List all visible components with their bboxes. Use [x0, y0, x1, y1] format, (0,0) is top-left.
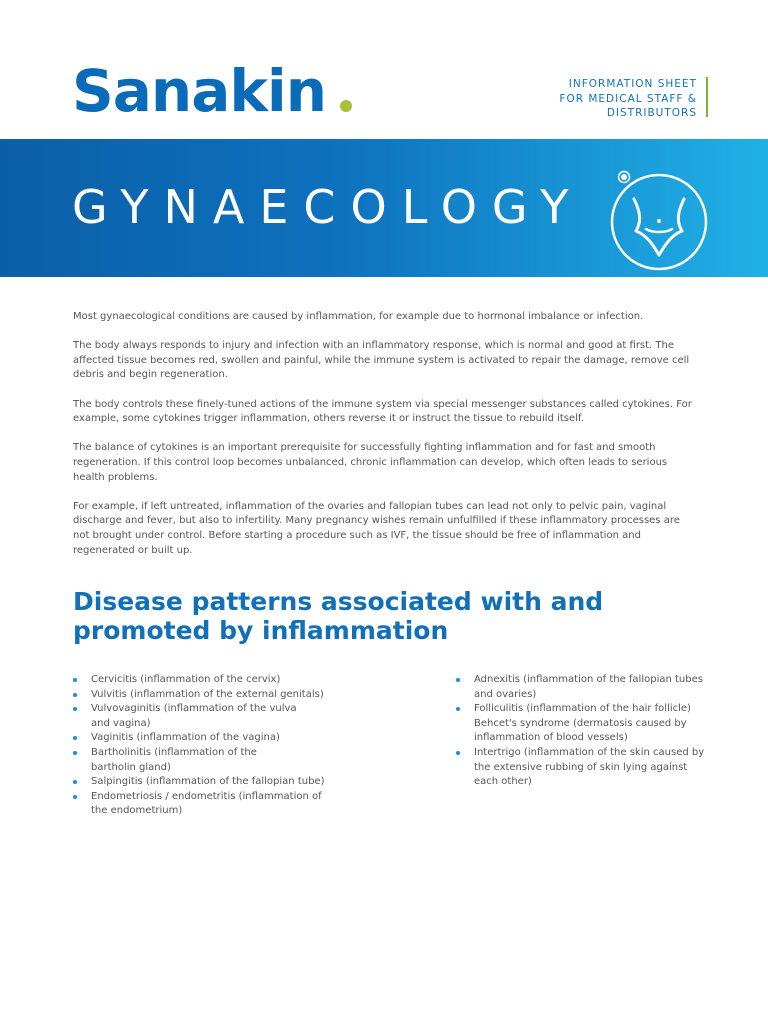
- list-item-text: Vaginitis (inflammation of the vagina): [91, 732, 280, 744]
- paragraph: The balance of cytokines is an important prerequisite for successfully fighting inflammation and for fast and smooth regeneration. If this control loop becomes unbalanced, chronic inflammation can develop, which often leads to serious health problems.: [73, 442, 668, 483]
- info-line: INFORMATION SHEET: [568, 78, 697, 90]
- list-item-text: Folliculitis (inflammation of the hair follicle): [474, 703, 691, 715]
- banner: [0, 139, 768, 277]
- bullet-list: [73, 673, 353, 819]
- info-line: DISTRIBUTORS: [606, 107, 697, 119]
- bullet-icon: [456, 707, 460, 711]
- list-item-text: Intertrigo (inflammation of the skin caused by: [474, 746, 705, 758]
- list-item-text: the endometrium): [91, 805, 183, 817]
- list-item-text: Endometriosis / endometritis (inflammation of: [91, 790, 322, 802]
- list-item: [456, 702, 716, 746]
- bullet-icon: [73, 780, 77, 784]
- list-item-text: Bartholinitis (inflammation of the: [91, 746, 257, 758]
- bullet-icon: [73, 693, 77, 697]
- info-divider: [706, 77, 708, 117]
- bullet-icon: [73, 678, 77, 682]
- list-item-text: the extensive rubbing of skin lying against: [474, 761, 688, 773]
- list-item: [456, 746, 716, 790]
- list-item-text: Salpingitis (inflammation of the fallopian tube): [91, 776, 325, 788]
- list-item-text: inflammation of blood vessels): [474, 732, 628, 744]
- list-item: [73, 790, 353, 819]
- bullet-icon: [456, 751, 460, 755]
- list-item: [73, 731, 353, 746]
- heading-line: promoted by inflammation: [73, 616, 449, 645]
- info-sheet-label: [559, 77, 697, 121]
- page-title: GYNAECOLOGY: [72, 180, 584, 234]
- disease-list-left: [73, 673, 353, 819]
- logo: Sanakin: [72, 57, 327, 125]
- list-item-text: Behcet's syndrome (dermatosis caused by: [474, 717, 687, 729]
- logo-dot: [340, 100, 352, 112]
- intro-text: [73, 310, 697, 573]
- header: [0, 0, 768, 139]
- bullet-list: [456, 673, 716, 790]
- list-item-text: bartholin gland): [91, 761, 171, 773]
- list-item-text: Vulvitis (inflammation of the external genitals): [91, 688, 324, 700]
- heading-line: Disease patterns associated with and: [73, 587, 604, 616]
- list-item: [73, 673, 353, 688]
- list-item-text: each other): [474, 776, 532, 788]
- pelvis-icon: [606, 169, 712, 275]
- list-item-text: and vagina): [91, 717, 151, 729]
- list-item: [73, 775, 353, 790]
- paragraph: For example, if left untreated, inflammation of the ovaries and fallopian tubes can lead not only to pelvic pain, vaginal discharge and fever, but also to infertility. Many pregnancy wishes remain unfulfilled if these inflammatory processes are not brought under control. Before starting a procedure such as IVF, the tissue should be free of inflammation and regenerated or built up.: [73, 500, 680, 556]
- paragraph: Most gynaecological conditions are caused by inflammation, for example due to hormonal imbalance or infection.: [73, 311, 644, 322]
- list-item: [73, 746, 353, 775]
- list-item: [456, 673, 716, 702]
- list-item-text: and ovaries): [474, 688, 537, 700]
- list-item-text: Adnexitis (inflammation of the fallopian tubes: [474, 674, 703, 685]
- bullet-icon: [73, 736, 77, 740]
- list-item: [73, 702, 353, 731]
- info-line: FOR MEDICAL STAFF &: [559, 92, 697, 105]
- bullet-icon: [73, 751, 77, 755]
- section-heading: [73, 587, 633, 645]
- paragraph: The body controls these finely-tuned actions of the immune system via special messenger substances called cytokines. For example, some cytokines trigger inflammation, others reverse it or instruct the tissue to rebuild itself.: [73, 398, 692, 425]
- paragraph: The body always responds to injury and infection with an inflammatory response, which is normal and good at first. The affected tissue becomes red, swollen and painful, while the immune system is activated to repair the damage, remove cell debris and begin regeneration.: [73, 340, 690, 381]
- list-item: [73, 688, 353, 703]
- bullet-icon: [73, 795, 77, 799]
- list-item-text: Vulvovaginitis (inflammation of the vulva: [91, 703, 297, 715]
- bullet-icon: [456, 678, 460, 682]
- bullet-icon: [73, 707, 77, 711]
- list-item-text: Cervicitis (inflammation of the cervix): [91, 674, 281, 685]
- disease-list-right: [456, 673, 716, 790]
